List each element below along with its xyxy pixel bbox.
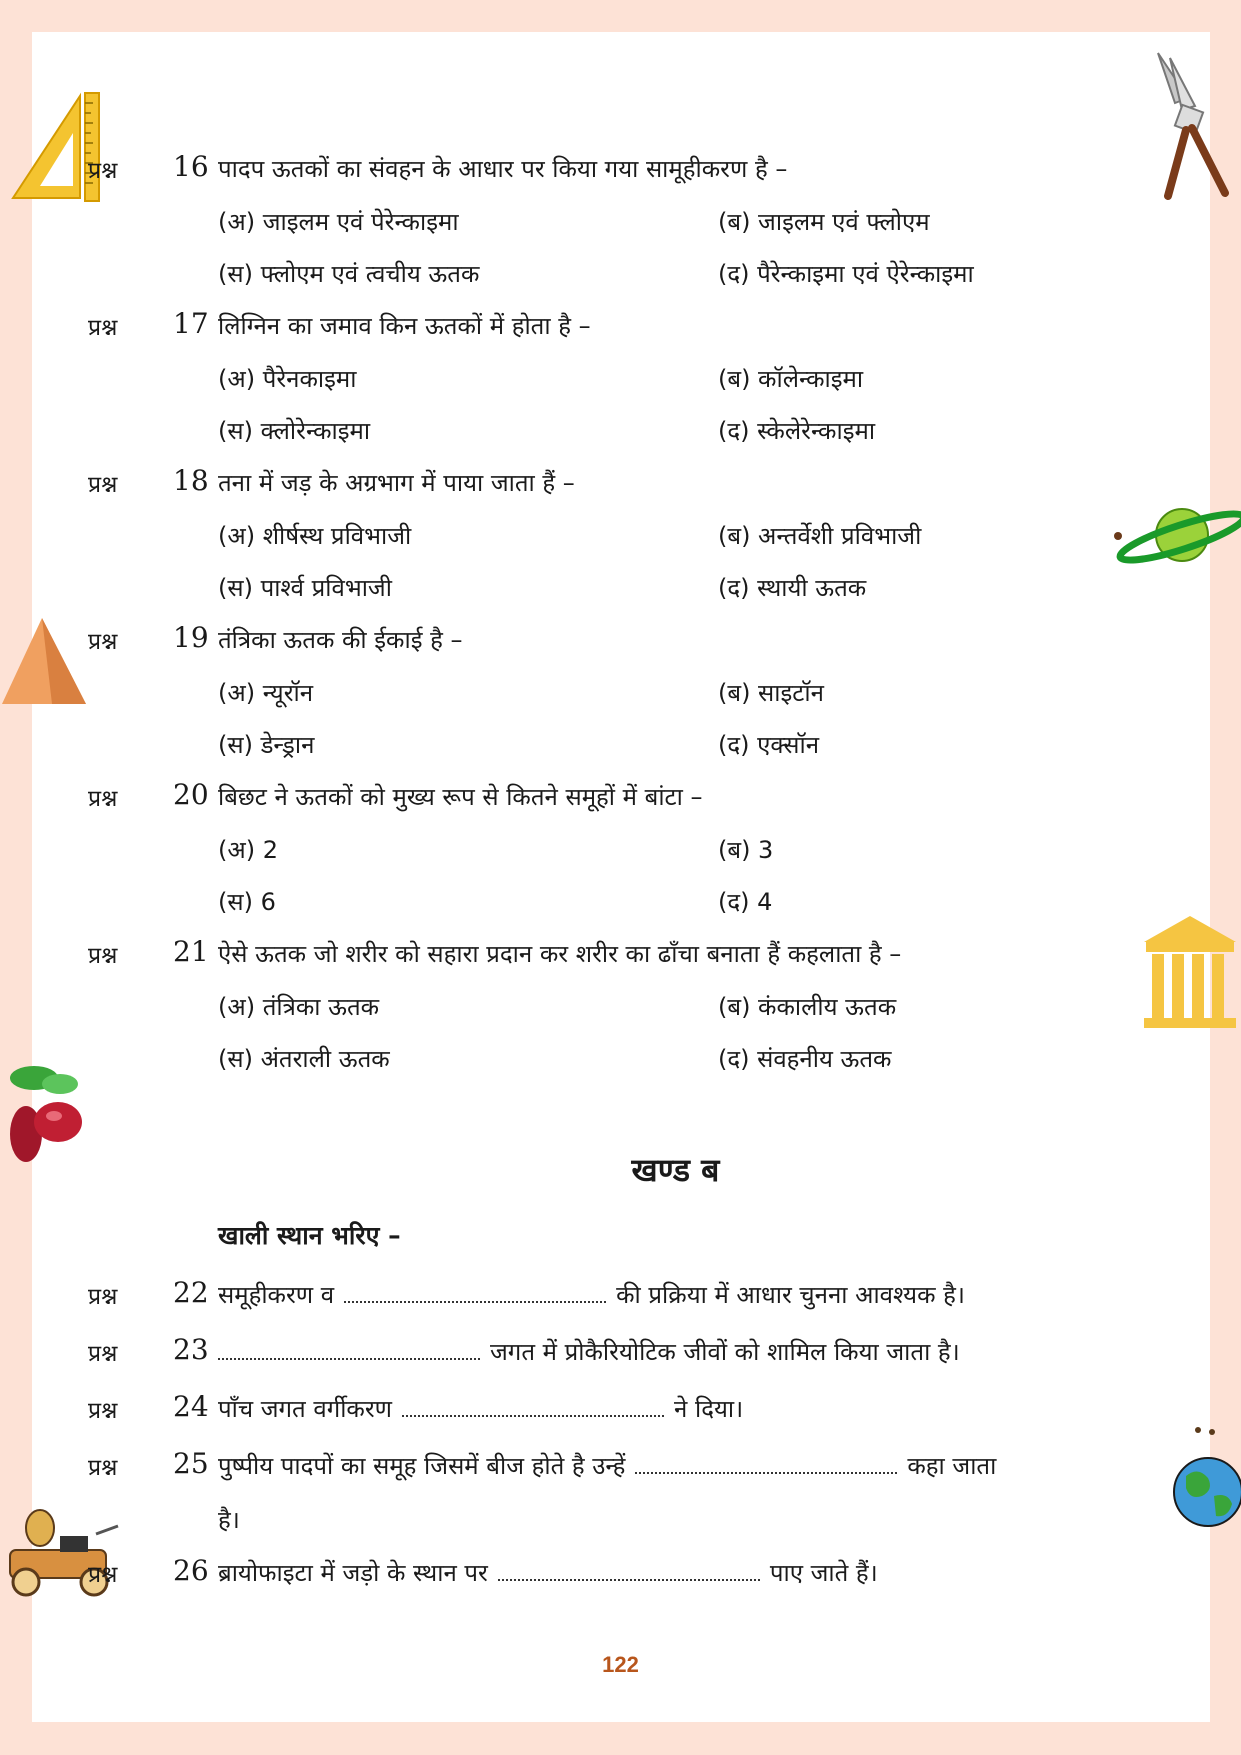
question-prefix: प्रश्न — [88, 1562, 118, 1588]
section-title: खण्ड ब — [631, 1151, 720, 1189]
question-number: 26 — [173, 1554, 209, 1587]
question-number: 18 — [173, 464, 209, 497]
option-b: (ब) 3 — [718, 836, 774, 864]
fill-blank — [344, 1285, 606, 1303]
option-c: (स) क्लोरेन्काइमा — [218, 417, 371, 445]
text-after-blank: की प्रक्रिया में आधार चुनना आवश्यक है। — [616, 1281, 966, 1309]
set-square-ruler-icon — [5, 88, 105, 203]
text-before-blank: पाँच जगत वर्गीकरण — [218, 1395, 393, 1423]
text-after-blank: ने दिया। — [674, 1395, 744, 1423]
option-d: (द) पैरेन्काइमा एवं ऐरेन्काइमा — [718, 260, 974, 288]
pyramid-icon — [0, 616, 88, 708]
text-after-blank: कहा जाता — [907, 1452, 997, 1480]
option-c: (स) 6 — [218, 888, 276, 916]
question-text: पादप ऊतकों का संवहन के आधार पर किया गया सामूहीकरण है – — [218, 155, 788, 183]
question-text: बिछट ने ऊतकों को मुख्य रूप से कितने समूहों में बांटा – — [218, 783, 703, 811]
text-before-blank: ब्रायोफाइटा में जड़ो के स्थान पर — [218, 1559, 488, 1587]
fill-blank — [635, 1456, 897, 1474]
text-after-blank: जगत में प्रोकैरियोटिक जीवों को शामिल किया जाता है। — [490, 1338, 960, 1366]
fill-blank — [402, 1399, 664, 1417]
question-prefix: प्रश्न — [88, 786, 118, 812]
question-prefix: प्रश्न — [88, 158, 118, 184]
option-b: (ब) कॉलेन्काइमा — [718, 365, 864, 393]
question-prefix: प्रश्न — [88, 1455, 118, 1481]
question-prefix: प्रश्न — [88, 629, 118, 655]
option-c: (स) पार्श्व प्रविभाजी — [218, 574, 392, 602]
question-number: 19 — [173, 621, 209, 654]
option-a: (अ) न्यूरॉन — [218, 679, 314, 707]
option-d: (द) एक्सॉन — [718, 731, 820, 759]
option-c: (स) डेन्ड्रान — [218, 731, 315, 759]
earth-globe-icon — [1168, 1426, 1241, 1530]
option-a: (अ) पैरेनकाइमा — [218, 365, 357, 393]
question-number: 24 — [173, 1390, 209, 1423]
text-continuation: है। — [218, 1506, 240, 1534]
option-d: (द) स्थायी ऊतक — [718, 574, 867, 602]
option-d: (द) 4 — [718, 888, 773, 916]
garden-shears-icon — [1150, 48, 1240, 203]
option-a: (अ) 2 — [218, 836, 278, 864]
text-before-blank: समूहीकरण व — [218, 1281, 335, 1309]
question-prefix: प्रश्न — [88, 472, 118, 498]
question-prefix: प्रश्न — [88, 943, 118, 969]
page-number: 122 — [602, 1652, 639, 1677]
option-b: (ब) साइटॉन — [718, 679, 824, 707]
fill-blank — [218, 1342, 480, 1360]
fill-blank — [498, 1563, 760, 1581]
option-b: (ब) अन्तर्वेशी प्रविभाजी — [718, 522, 922, 550]
question-number: 23 — [173, 1333, 209, 1366]
option-c: (स) अंतराली ऊतक — [218, 1045, 390, 1073]
question-number: 22 — [173, 1276, 209, 1309]
question-prefix: प्रश्न — [88, 1341, 118, 1367]
question-text: तना में जड़ के अग्रभाग में पाया जाता हैं – — [218, 469, 575, 497]
question-text: ऐसे ऊतक जो शरीर को सहारा प्रदान कर शरीर का ढाँचा बनाता हैं कहलाता है – — [218, 940, 902, 968]
option-d: (द) संवहनीय ऊतक — [718, 1045, 892, 1073]
planet-saturn-icon — [1110, 500, 1241, 570]
greek-temple-icon — [1140, 912, 1241, 1032]
question-text: तंत्रिका ऊतक की ईकाई है – — [218, 626, 463, 654]
question-text: लिग्निन का जमाव किन ऊतकों में होता है – — [218, 312, 591, 340]
option-b: (ब) कंकालीय ऊतक — [718, 993, 897, 1021]
option-b: (ब) जाइलम एवं फ्लोएम — [718, 208, 930, 236]
option-a: (अ) तंत्रिका ऊतक — [218, 993, 380, 1021]
question-prefix: प्रश्न — [88, 1398, 118, 1424]
text-before-blank: पुष्पीय पादपों का समूह जिसमें बीज होते है उन्हें — [218, 1452, 626, 1480]
option-d: (द) स्केलेरेन्काइमा — [718, 417, 876, 445]
section-instruction: खाली स्थान भरिए – — [218, 1221, 401, 1250]
option-c: (स) फ्लोएम एवं त्वचीय ऊतक — [218, 260, 480, 288]
question-prefix: प्रश्न — [88, 315, 118, 341]
question-prefix: प्रश्न — [88, 1284, 118, 1310]
question-number: 25 — [173, 1447, 209, 1480]
option-a: (अ) जाइलम एवं पेरेन्काइमा — [218, 208, 459, 236]
question-number: 20 — [173, 778, 209, 811]
question-number: 16 — [173, 150, 209, 183]
text-after-blank: पाए जाते हैं। — [769, 1559, 878, 1587]
question-number: 17 — [173, 307, 209, 340]
question-number: 21 — [173, 935, 209, 968]
option-a: (अ) शीर्षस्थ प्रविभाजी — [218, 522, 412, 550]
